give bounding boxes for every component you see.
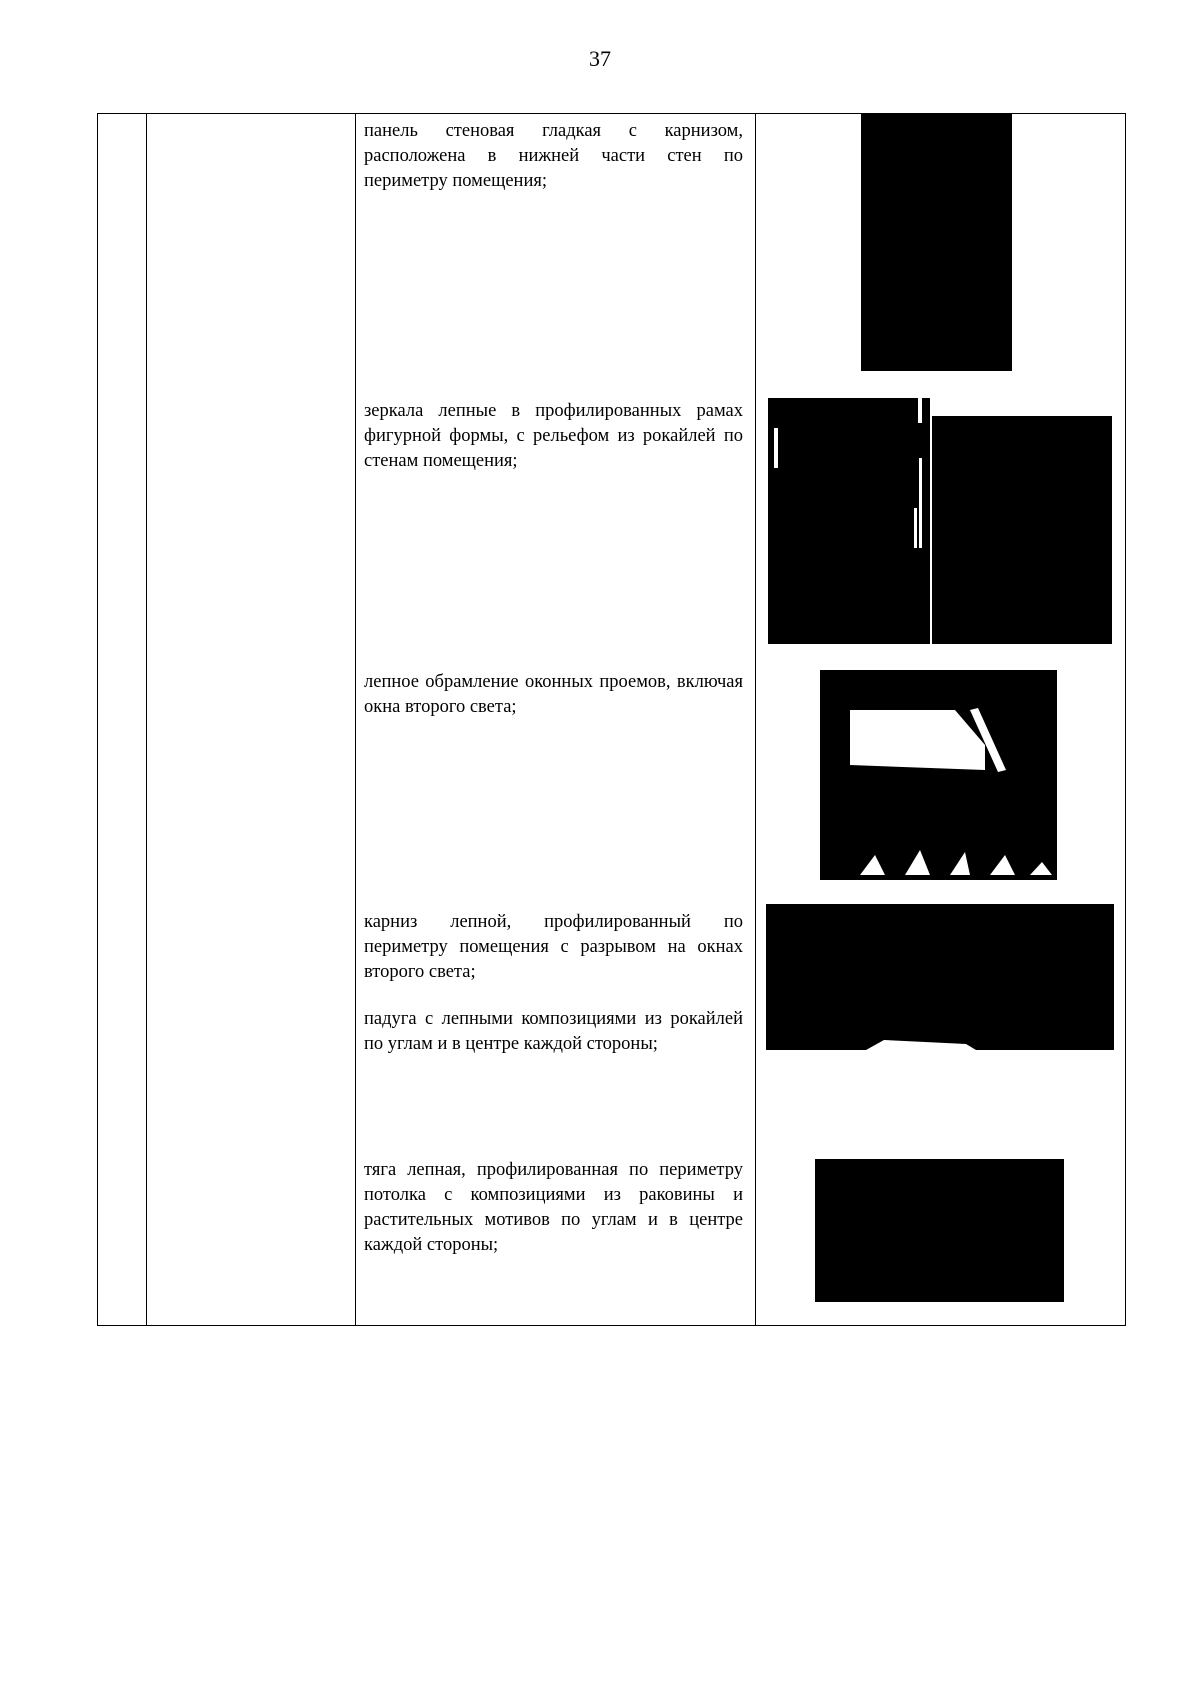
photo-ceiling-molding <box>815 1159 1064 1302</box>
row-description-wall-panel: панель стеновая гладкая с карнизом, расположена в нижней части стен по периметру помещения; <box>364 121 743 191</box>
column-divider <box>355 114 356 1325</box>
row-description-window-framing: лепное обрамление оконных проемов, включая окна второго света; <box>364 672 743 717</box>
row-description-cornice: карниз лепной, профилированный по периметру помещения с разрывом на окнах второго света; <box>364 912 743 982</box>
row-description-cove: падуга с лепными композициями из рокайлей по углам и в центре каждой стороны; <box>364 1009 743 1054</box>
photo-stucco-mirror-left <box>768 398 930 644</box>
photo-wall-panel <box>861 114 1012 371</box>
row-description-ceiling-molding: тяга лепная, профилированная по периметру потолка с композициями из раковины и растительных мотивов по углам и в центре каждой стороны; <box>364 1160 743 1255</box>
photo-stucco-mirror-right <box>932 416 1112 644</box>
column-divider <box>146 114 147 1325</box>
photo-highlights <box>768 398 930 644</box>
photo-cornice-highlight <box>766 904 1114 1050</box>
row-description-stucco-mirrors: зеркала лепные в профилированных рамах фигурной формы, с рельефом из рокайлей по стенам помещения; <box>364 401 743 471</box>
page-number: 37 <box>589 46 611 71</box>
photo-window-highlight <box>820 670 1057 880</box>
elements-table <box>97 113 1126 1326</box>
column-divider <box>755 114 756 1325</box>
photo-cornice-cove <box>766 904 1114 1050</box>
photo-window-framing <box>820 670 1057 880</box>
